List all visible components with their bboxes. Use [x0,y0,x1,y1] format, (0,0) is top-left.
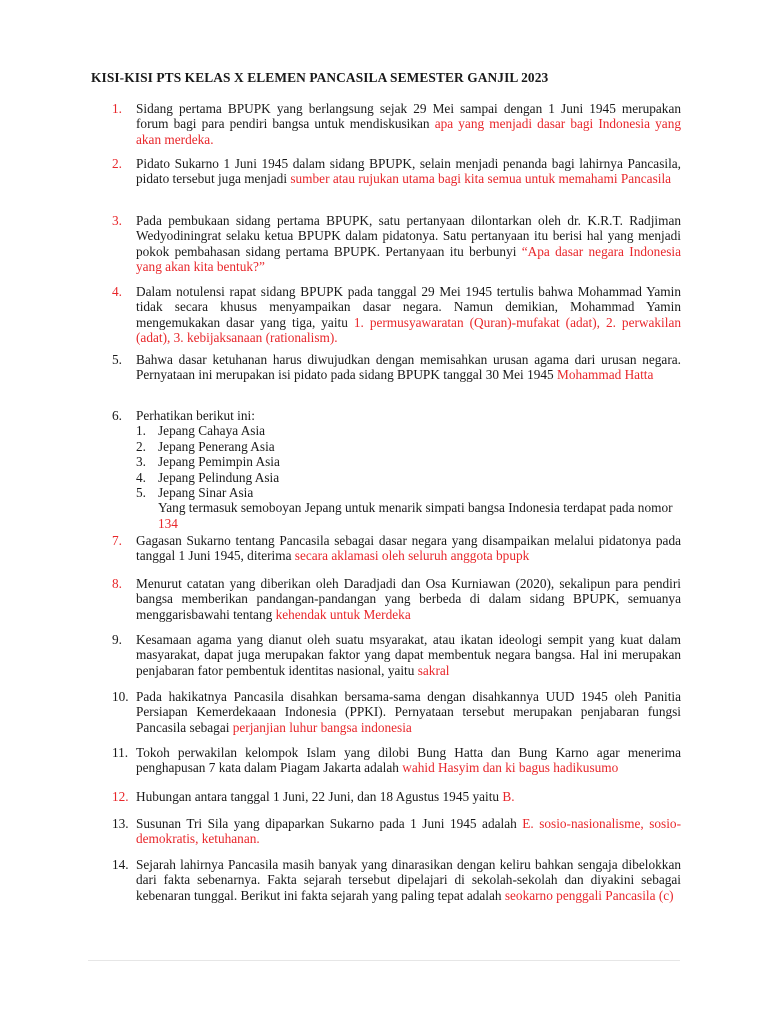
list-item [136,439,681,454]
answer-text: sumber atau rujukan utama bagi kita semua untuk memahami Pancasila [290,171,672,187]
question-item [91,632,681,678]
question-text: Gagasan Sukarno tentang Pancasila sebagai dasar negara yang disampaikan melalui pidatonya pada tanggal 1 Juni 1945, diterima [136,533,681,564]
answer-text: sakral [417,662,450,678]
option-text: Jepang Sinar Asia [158,485,254,501]
question-text: Perhatikan berikut ini: [136,408,255,423]
question-number: 8. [112,576,122,591]
list-item [136,485,681,500]
question-number: 5. [112,352,122,367]
question-item [91,857,681,903]
answer-text: wahid Hasyim dan ki bagus hadikusumo [402,760,619,776]
option-text: Jepang Pemimpin Asia [158,454,280,470]
question-item [91,576,681,622]
option-number: 3. [136,454,146,470]
question-text: Sejarah lahirnya Pancasila masih banyak yang dinarasikan dengan keliru bahkan sengaja dibelokkan dari fakta sebenarnya. Fakta sejarah tersebut dipelajari di sekolah-sekolah dan diyakini sebagai kebenaran tunggal. Berikut ini fakta sejarah yang paling tepat adalah [136,857,681,903]
question-number: 4. [112,284,122,299]
question-number: 11. [112,745,129,760]
list-item [136,470,681,485]
question-number: 10. [112,689,129,704]
answer-text: Mohammad Hatta [557,367,654,383]
list-tail [136,500,681,531]
answer-text: perjanjian luhur bangsa indonesia [232,719,412,735]
question-item [91,213,681,275]
question-text: Menurut catatan yang diberikan oleh Daradjadi dan Osa Kurniawan (2020), sekalipun para pendiri bangsa memberikan pandangan-pandangan yang berbeda di dalam sidang BPUPK, semuanya menggarisbawahi tentang [136,576,681,622]
option-text: Jepang Penerang Asia [158,438,275,454]
answer-text: 1. permusyawaratan (Quran)-mufakat (adat), 2. perwakilan (adat), 3. kebijaksanaan (rationalism). [136,314,681,346]
question-text: Tokoh perwakilan kelompok Islam yang dilobi Bung Hatta dan Bung Karno agar menerima penghapusan 7 kata dalam Piagam Jakarta adalah [136,745,681,776]
option-number: 2. [136,438,146,454]
question-item [91,156,681,187]
question-text: Dalam notulensi rapat sidang BPUPK pada tanggal 29 Mei 1945 tertulis bahwa Mohammad Yamin tidak secara khusus menyampaikan dasar negara. Namun demikian, Mohammad Yamin mengemukakan dasar yang tiga, yaitu [136,284,681,330]
answer-text: E. sosio-nasionalisme, sosio-demokratis, ketuhanan. [136,816,682,847]
question-number: 7. [112,533,122,548]
answer-text: 134 [158,515,178,531]
answer-text: kehendak untuk Merdeka [275,606,411,622]
page-footer-divider [88,960,680,961]
question-number: 2. [112,156,122,171]
question-item [91,352,681,383]
question-item [91,816,681,847]
question-item [91,789,681,804]
question-number: 1. [112,101,122,116]
list-item [136,454,681,469]
question-text: Kesamaan agama yang dianut oleh suatu msyarakat, atau ikatan ideologi sempit yang kuat dalam masyarakat, dapat juga merupakan faktor yang dapat membentuk negara bangsa. Hal ini merupakan penjabaran fator pembentuk identitas nasional, yaitu [136,632,681,678]
question-number: 13. [112,816,129,831]
question-text: Susunan Tri Sila yang dipaparkan Sukarno pada 1 Juni 1945 adalah [136,816,523,831]
answer-text: seokarno penggali Pancasila (c) [504,887,674,903]
question-number: 9. [112,632,122,647]
option-number: 4. [136,469,146,485]
answer-text: apa yang menjadi dasar bagi Indonesia yang akan merdeka. [136,116,681,147]
question-item [91,533,681,564]
question-text: Bahwa dasar ketuhanan harus diwujudkan dengan memisahkan urusan agama dari urusan negara. Pernyataan ini merupakan isi pidato pada sidang BPUPK tanggal 30 Mei 1945 [136,352,681,383]
document-title: KISI-KISI PTS KELAS X ELEMEN PANCASILA SEMESTER GANJIL 2023 [91,70,549,85]
question-text: Hubungan antara tanggal 1 Juni, 22 Juni, dan 18 Agustus 1945 yaitu [136,789,503,804]
question-number: 12. [112,789,129,804]
option-text: Jepang Cahaya Asia [158,423,266,439]
question-number: 6. [112,408,122,423]
option-text: Jepang Pelindung Asia [158,469,280,485]
question-number: 14. [112,857,129,872]
option-number: 1. [136,423,146,439]
question-text: Yang termasuk semoboyan Jepang untuk menarik simpati bangsa Indonesia terdapat pada nomor [158,500,673,516]
option-list [136,423,681,531]
question-text: Pada hakikatnya Pancasila disahkan bersama-sama dengan disahkannya UUD 1945 oleh Panitia Persiapan Kemerdekaaan Indonesia (PPKI). Pernyataan tersebut merupakan penjabaran fungsi Pancasila sebagai [136,689,681,735]
answer-text: “Apa dasar negara Indonesia yang akan kita bentuk?” [136,243,681,275]
question-item [91,101,681,147]
answer-text: B. [502,789,515,804]
question-text: Pidato Sukarno 1 Juni 1945 dalam sidang BPUPK, selain menjadi penanda bagi lahirnya Pancasila, pidato tersebut juga menjadi [136,156,681,187]
question-text: Sidang pertama BPUPK yang berlangsung sejak 29 Mei sampai dengan 1 Juni 1945 merupakan forum bagi para pendiri bangsa untuk mendiskusikan [136,101,681,132]
question-item [91,408,681,531]
list-item [136,423,681,438]
question-number: 3. [112,213,122,228]
answer-text: secara aklamasi oleh seluruh anggota bpupk [294,548,530,564]
question-text: Pada pembukaan sidang pertama BPUPK, satu pertanyaan dilontarkan oleh dr. K.R.T. Radjiman Wedyodiningrat selaku ketua BPUPK dalam pidatonya. Satu pertanyaan itu berisi hal yang menjadi pokok pembahasan sidang pertama BPUPK. Pertanyaan itu berbunyi [136,213,681,259]
option-number: 5. [136,485,146,501]
question-item [91,745,681,776]
question-item [91,284,681,346]
question-item [91,689,681,735]
